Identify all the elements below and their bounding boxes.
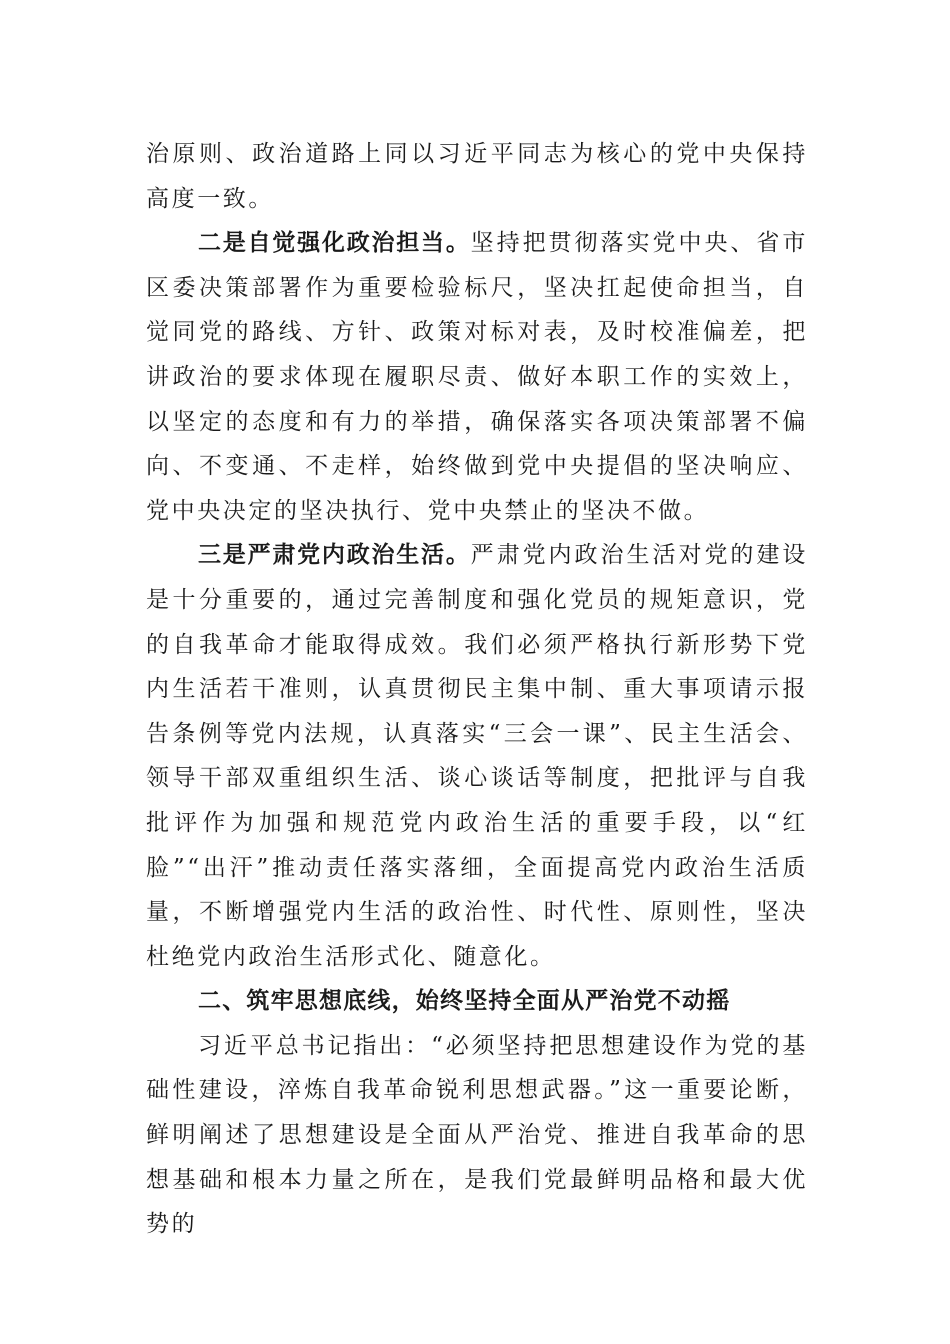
paragraph-lead: 三是严肃党内政治生活。 [198, 542, 471, 569]
section-heading: 二、筑牢思想底线，始终坚持全面从严治党不动摇 [198, 988, 731, 1015]
paragraph-text: 坚持把贯彻落实党中央、省市区委决策部署作为重要检验标尺，坚决扛起使命担当，自觉同党的路线、方针、政策对标对表，及时校准偏差，把讲政治的要求体现在履职尽责、做好本职工作的实效上，以坚定的态度和有力的举措，确保落实各项决策部署不偏向、不变通、不走样，始终做到党中央提倡的坚决响应、党中央决定的坚决执行、党中央禁止的坚决不做。 [146, 230, 808, 524]
paragraph-text: 严肃党内政治生活对党的建设是十分重要的，通过完善制度和强化党员的规矩意识，党的自我革命才能取得成效。我们必须严格执行新形势下党内生活若干准则，认真贯彻民主集中制、重大事项请示报告条例等党内法规，认真落实“三会一课”、民主生活会、领导干部双重组织生活、谈心谈话等制度，把批评与自我批评作为加强和规范党内政治生活的重要手段，以“红脸”“出汗”推动责任落实落细，全面提高党内政治生活质量，不断增强党内生活的政治性、时代性、原则性，坚决杜绝党内政治生活形式化、随意化。 [146, 542, 808, 970]
paragraph-text: 治原则、政治道路上同以习近平同志为核心的党中央保持高度一致。 [146, 141, 808, 212]
paragraph-continuation [146, 132, 808, 221]
paragraph-closing [146, 1024, 808, 1247]
paragraph-text: 习近平总书记指出：“必须坚持把思想建设作为党的基础性建设，淬炼自我革命锐利思想武器。”这一重要论断，鲜明阐述了思想建设是全面从严治党、推进自我革命的思想基础和根本力量之所在，是我们党最鲜明品格和最大优势的 [146, 1032, 808, 1238]
paragraph-party-political-life [146, 533, 808, 979]
paragraph-lead: 二是自觉强化政治担当。 [198, 230, 471, 257]
paragraph-political-responsibility [146, 221, 808, 533]
document-body [146, 132, 808, 1247]
